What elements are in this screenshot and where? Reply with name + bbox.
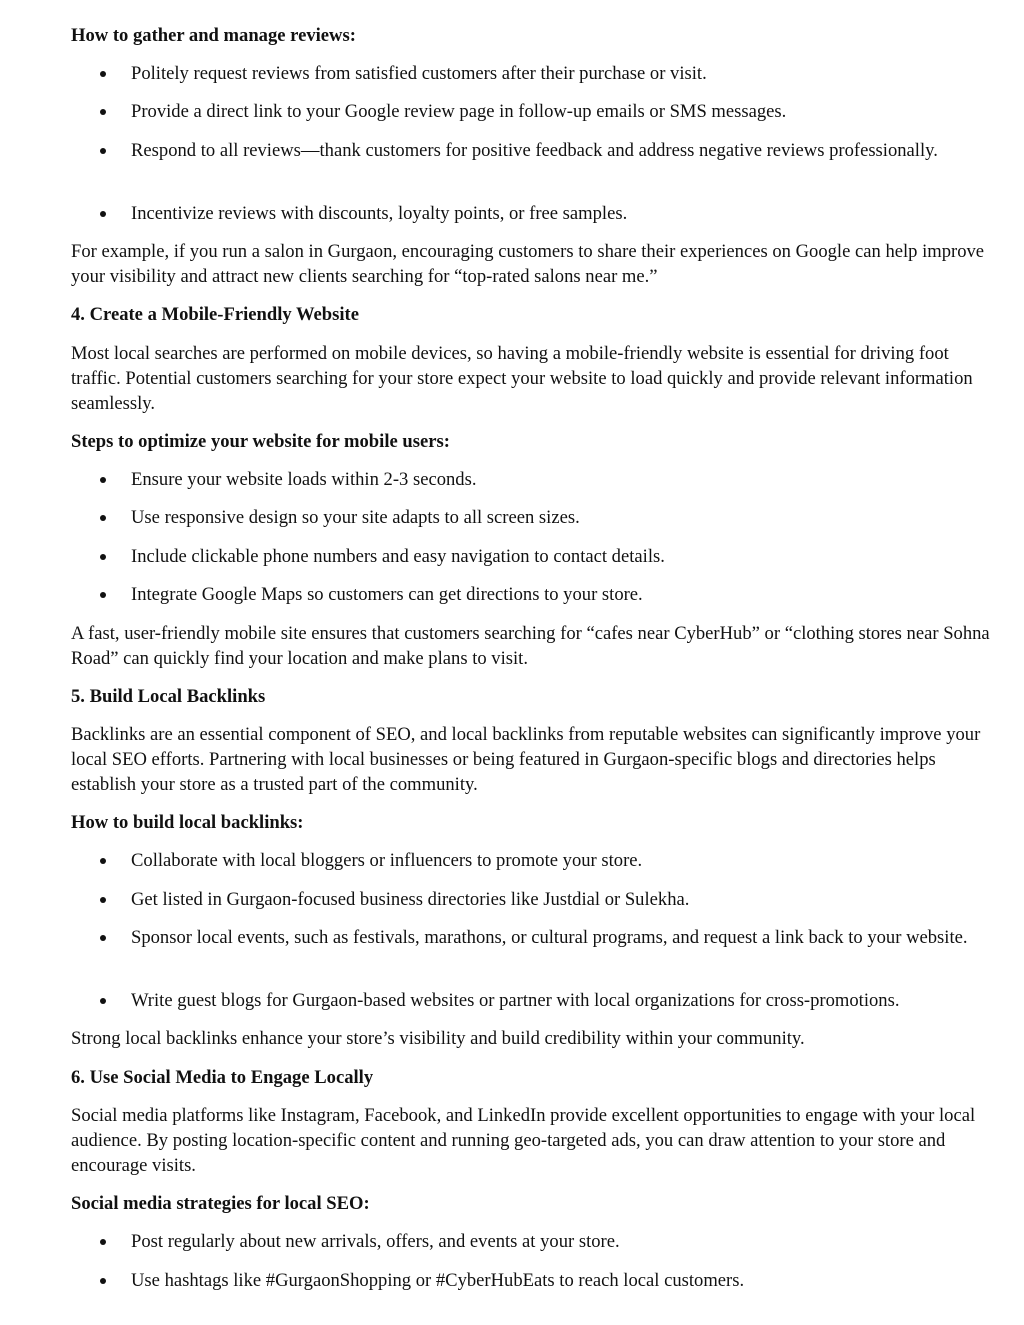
list-item-text: Politely request reviews from satisfied customers after their purchase or visit. <box>131 63 707 84</box>
bullet-icon <box>100 477 106 483</box>
list-item-text: Use responsive design so your site adapts to all screen sizes. <box>131 507 580 528</box>
mobile-steps-heading: Steps to optimize your website for mobile users: <box>71 431 450 452</box>
bullet-icon <box>100 71 106 77</box>
mobile-closing-paragraph: A fast, user-friendly mobile site ensures that customers searching for “cafes near CyberHub” or “clothing stores near Sohna Road” can quickly find your location and make plans to visit. <box>71 623 990 669</box>
list-item-text: Include clickable phone numbers and easy navigation to contact details. <box>131 546 665 567</box>
list-item <box>71 505 996 530</box>
bullet-icon <box>100 897 106 903</box>
bullet-icon <box>100 858 106 864</box>
list-item-text: Provide a direct link to your Google review page in follow-up emails or SMS messages. <box>131 101 787 122</box>
mobile-intro-paragraph: Most local searches are performed on mobile devices, so having a mobile-friendly website is essential for driving foot traffic. Potential customers searching for your store expect your website to load quickly and provide relevant information seamlessly. <box>71 343 973 414</box>
reviews-example-paragraph: For example, if you run a salon in Gurgaon, encouraging customers to share their experiences on Google can help improve your visibility and attract new clients searching for “top-rated salons near me.” <box>71 241 985 287</box>
list-item <box>71 925 996 950</box>
list-item <box>71 61 996 86</box>
list-item <box>71 848 996 873</box>
social-strategies-heading: Social media strategies for local SEO: <box>71 1193 370 1214</box>
section-title-backlinks: 5. Build Local Backlinks <box>71 686 266 707</box>
reviews-heading: How to gather and manage reviews: <box>71 25 356 46</box>
list-item <box>71 99 996 124</box>
list-item-text: Respond to all reviews—thank customers for positive feedback and address negative reviews professionally. <box>131 140 938 161</box>
bullet-icon <box>100 515 106 521</box>
bullet-icon <box>100 935 106 941</box>
list-item <box>71 887 996 912</box>
list-item-text: Integrate Google Maps so customers can get directions to your store. <box>131 584 643 605</box>
list-item <box>71 582 996 607</box>
bullet-icon <box>100 109 106 115</box>
bullet-icon <box>100 148 106 154</box>
backlinks-how-heading: How to build local backlinks: <box>71 812 304 833</box>
section-title-mobile-website: 4. Create a Mobile-Friendly Website <box>71 304 359 325</box>
list-item-text: Use hashtags like #GurgaonShopping or #CyberHubEats to reach local customers. <box>131 1270 745 1291</box>
list-item-text: Collaborate with local bloggers or influencers to promote your store. <box>131 850 643 871</box>
list-item <box>71 1229 996 1254</box>
bullet-icon <box>100 1278 106 1284</box>
list-item <box>71 988 996 1013</box>
bullet-icon <box>100 554 106 560</box>
list-item <box>71 138 996 163</box>
bullet-icon <box>100 998 106 1004</box>
social-intro-paragraph: Social media platforms like Instagram, Facebook, and LinkedIn provide excellent opportunities to engage with your local audience. By posting location-specific content and running geo-targeted ads, you can draw attention to your store and encourage visits. <box>71 1105 976 1176</box>
list-item <box>71 201 996 226</box>
list-item-text: Sponsor local events, such as festivals, marathons, or cultural programs, and request a link back to your website. <box>131 927 968 948</box>
bullet-icon <box>100 1239 106 1245</box>
list-item-text: Get listed in Gurgaon-focused business directories like Justdial or Sulekha. <box>131 889 690 910</box>
list-item-text: Ensure your website loads within 2-3 seconds. <box>131 469 477 490</box>
backlinks-intro-paragraph: Backlinks are an essential component of SEO, and local backlinks from reputable websites can significantly improve your local SEO efforts. Partnering with local businesses or being featured in Gurgaon-specific blogs and directories helps establish your store as a trusted part of the community. <box>71 724 981 795</box>
backlinks-closing-paragraph: Strong local backlinks enhance your store’s visibility and build credibility within your community. <box>71 1028 805 1049</box>
bullet-icon <box>100 211 106 217</box>
list-item <box>71 544 996 569</box>
section-title-social-media: 6. Use Social Media to Engage Locally <box>71 1067 374 1088</box>
list-item-text: Post regularly about new arrivals, offers, and events at your store. <box>131 1231 620 1252</box>
list-item-text: Write guest blogs for Gurgaon-based websites or partner with local organizations for cross-promotions. <box>131 990 900 1011</box>
bullet-icon <box>100 592 106 598</box>
list-item <box>71 467 996 492</box>
list-item <box>71 1268 996 1293</box>
list-item-text: Incentivize reviews with discounts, loyalty points, or free samples. <box>131 203 628 224</box>
